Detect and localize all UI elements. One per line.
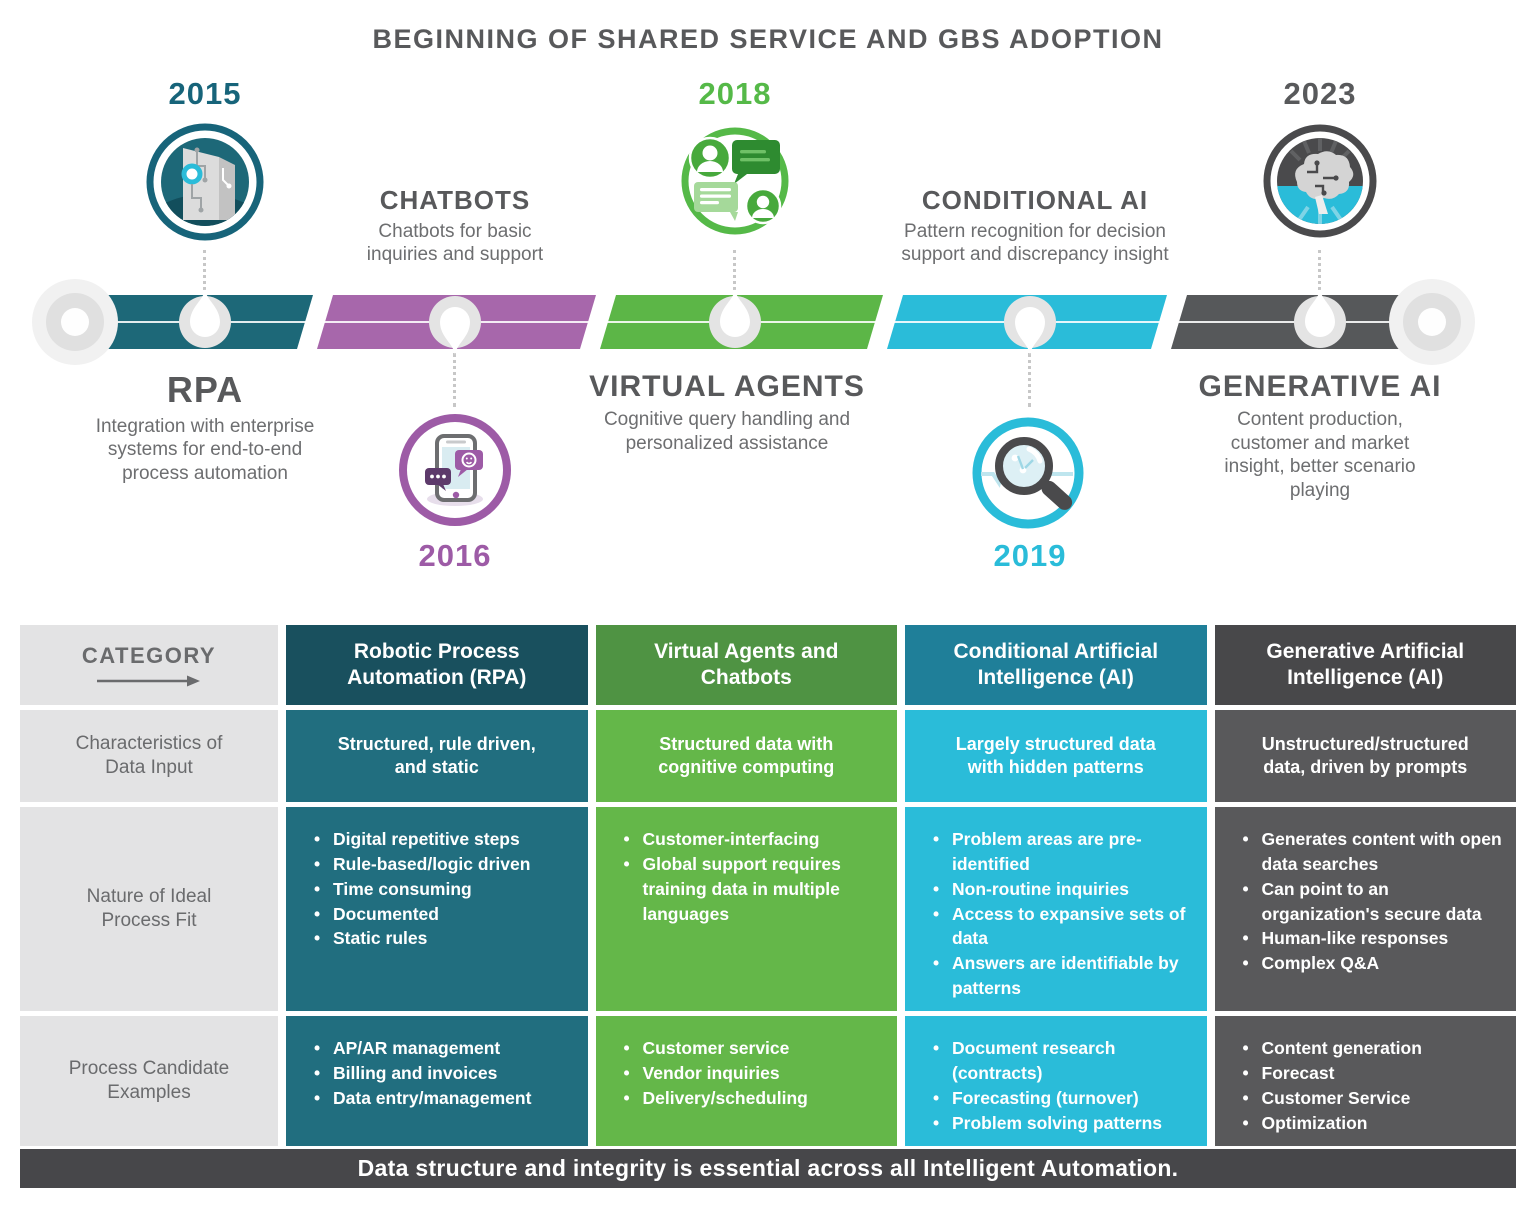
bullet-item: • Document research (contracts)	[933, 1038, 1116, 1083]
column-header-text: Robotic Process Automation (RPA)	[347, 640, 527, 689]
bullet-item: • Customer service	[623, 1038, 790, 1058]
bullet-item: • Complex Q&A	[1242, 953, 1380, 974]
nature-rpa	[286, 807, 588, 1011]
bullet-item: • Can point to an organization's secure data	[1242, 878, 1482, 924]
milestone-description: Integration with enterprise systems for end-to-end process automation	[95, 415, 315, 484]
bullet-item: • Customer-interfacing	[623, 829, 820, 849]
column-header-text: Conditional Artificial Intelligence (AI)	[953, 640, 1159, 689]
row-label-examples	[20, 1016, 278, 1146]
bullet-item: • Delivery/scheduling	[623, 1087, 808, 1108]
bullet-item: • Static rules	[314, 928, 428, 949]
timeline-start-cap	[32, 279, 118, 365]
bullet-item: • Answers are identifiable by patterns	[933, 953, 1179, 999]
cell-text: Structured data with cognitive computing	[658, 733, 835, 777]
column-header-generative-ai	[1215, 625, 1517, 705]
bullet-item: • Non-routine inquiries	[933, 878, 1129, 899]
column-header-rpa	[286, 625, 588, 705]
cell-text: Structured, rule driven, and static	[337, 733, 536, 777]
characteristics-generative-ai	[1215, 710, 1517, 802]
connector-dots-2023	[1318, 250, 1321, 290]
connector-dots-2016	[453, 353, 456, 407]
chatbot-phone-icon	[397, 412, 513, 533]
year-2018: 2018	[698, 76, 772, 111]
footer-banner: Data structure and integrity is essential across all Intelligent Automation.	[20, 1149, 1516, 1188]
connector-dots-2018	[733, 250, 736, 290]
bullet-item: • Generates content with open data searches	[1242, 829, 1502, 874]
row-label-characteristics	[20, 710, 278, 802]
milestone-virtual-agents-text	[567, 370, 887, 455]
right-arrow-icon	[97, 674, 201, 688]
column-header-text: Generative Artificial Intelligence (AI)	[1266, 640, 1465, 689]
examples-generative-ai	[1215, 1016, 1517, 1146]
nature-conditional-ai	[905, 807, 1207, 1011]
milestone-description: Pattern recognition for decision support and discrepancy insight	[901, 220, 1169, 266]
examples-virtual-agents	[596, 1016, 898, 1146]
bullet-item: • Global support requires training data in multiple languages	[623, 853, 841, 924]
milestone-conditional-ai-text	[865, 186, 1205, 267]
milestone-title: GENERATIVE AI	[1198, 370, 1442, 403]
cap-hole	[1418, 308, 1446, 336]
nature-generative-ai	[1215, 807, 1517, 1011]
cap-hole	[61, 308, 89, 336]
characteristics-virtual-agents	[596, 710, 898, 802]
comparison-table	[20, 625, 1516, 1146]
milestone-title: CONDITIONAL AI	[921, 185, 1149, 215]
enterprise-automation-icon	[145, 122, 265, 247]
bullet-item: • Content generation	[1242, 1038, 1422, 1058]
row-label-text: Characteristics of Data Input	[75, 733, 223, 778]
bullet-item: • Customer Service	[1242, 1087, 1411, 1108]
examples-conditional-ai	[905, 1016, 1207, 1146]
connector-dots-2019	[1028, 353, 1031, 407]
column-header-text: Virtual Agents and Chatbots	[654, 640, 839, 689]
examples-rpa	[286, 1016, 588, 1146]
bullet-item: • Vendor inquiries	[623, 1062, 780, 1083]
year-2015: 2015	[168, 76, 242, 111]
connector-dots-2015	[203, 250, 206, 290]
bullet-item: • Documented	[314, 903, 439, 924]
cell-text: Unstructured/structured data, driven by prompts	[1261, 733, 1469, 777]
droplet-marker-2019	[1010, 303, 1050, 357]
column-header-conditional-ai	[905, 625, 1207, 705]
page-title: BEGINNING OF SHARED SERVICE AND GBS ADOPTION	[372, 24, 1164, 54]
bullet-item: • Time consuming	[314, 878, 472, 899]
droplet-marker-2023	[1300, 287, 1340, 341]
cell-text: Largely structured data with hidden patterns	[955, 733, 1156, 777]
bullet-item: • Human-like responses	[1242, 928, 1449, 949]
bullet-item: • Billing and invoices	[314, 1062, 498, 1083]
droplet-marker-2018	[715, 287, 755, 341]
row-label-nature	[20, 807, 278, 1011]
bullet-item: • Forecast	[1242, 1062, 1335, 1083]
milestone-description: Chatbots for basic inquiries and support	[366, 220, 544, 266]
milestone-title: RPA	[166, 369, 244, 410]
bullet-item: • Data entry/management	[314, 1087, 532, 1108]
milestone-chatbots-text	[325, 186, 585, 267]
bullet-item: • Rule-based/logic driven	[314, 853, 531, 874]
year-2019: 2019	[993, 538, 1067, 573]
ai-brain-icon	[1263, 124, 1377, 243]
row-label-text: Process Candidate Examples	[68, 1058, 230, 1103]
column-header-virtual-agents	[596, 625, 898, 705]
timeline	[0, 60, 1536, 625]
bullet-item: • Forecasting (turnover)	[933, 1087, 1139, 1108]
bullet-item: • Digital repetitive steps	[314, 829, 520, 849]
milestone-description: Cognitive query handling and personalized assistance	[603, 409, 851, 454]
milestone-rpa-text	[55, 370, 355, 485]
timeline-end-cap	[1389, 279, 1475, 365]
row-label-text: Nature of Ideal Process Fit	[86, 886, 212, 931]
characteristics-rpa	[286, 710, 588, 802]
category-header-cell	[20, 625, 278, 705]
bullet-item: • Access to expansive sets of data	[933, 903, 1186, 949]
droplet-marker-2015	[185, 287, 225, 341]
magnifier-analytics-icon	[969, 414, 1087, 537]
virtual-agents-chat-icon	[672, 118, 798, 249]
milestone-generative-ai-text	[1190, 370, 1450, 502]
year-2023: 2023	[1283, 76, 1357, 111]
milestone-title: VIRTUAL AGENTS	[589, 370, 865, 403]
bullet-item: • Optimization	[1242, 1112, 1368, 1133]
bullet-item: • Problem areas are pre-identified	[933, 829, 1142, 874]
droplet-marker-2016	[435, 303, 475, 357]
year-2016: 2016	[418, 538, 492, 573]
bullet-item: • AP/AR management	[314, 1038, 501, 1058]
category-label: CATEGORY	[81, 643, 217, 669]
nature-virtual-agents	[596, 807, 898, 1011]
milestone-title: CHATBOTS	[379, 185, 531, 215]
bullet-item: • Problem solving patterns	[933, 1112, 1163, 1133]
characteristics-conditional-ai	[905, 710, 1207, 802]
milestone-description: Content production, customer and market insight, better scenario playing	[1224, 409, 1416, 501]
